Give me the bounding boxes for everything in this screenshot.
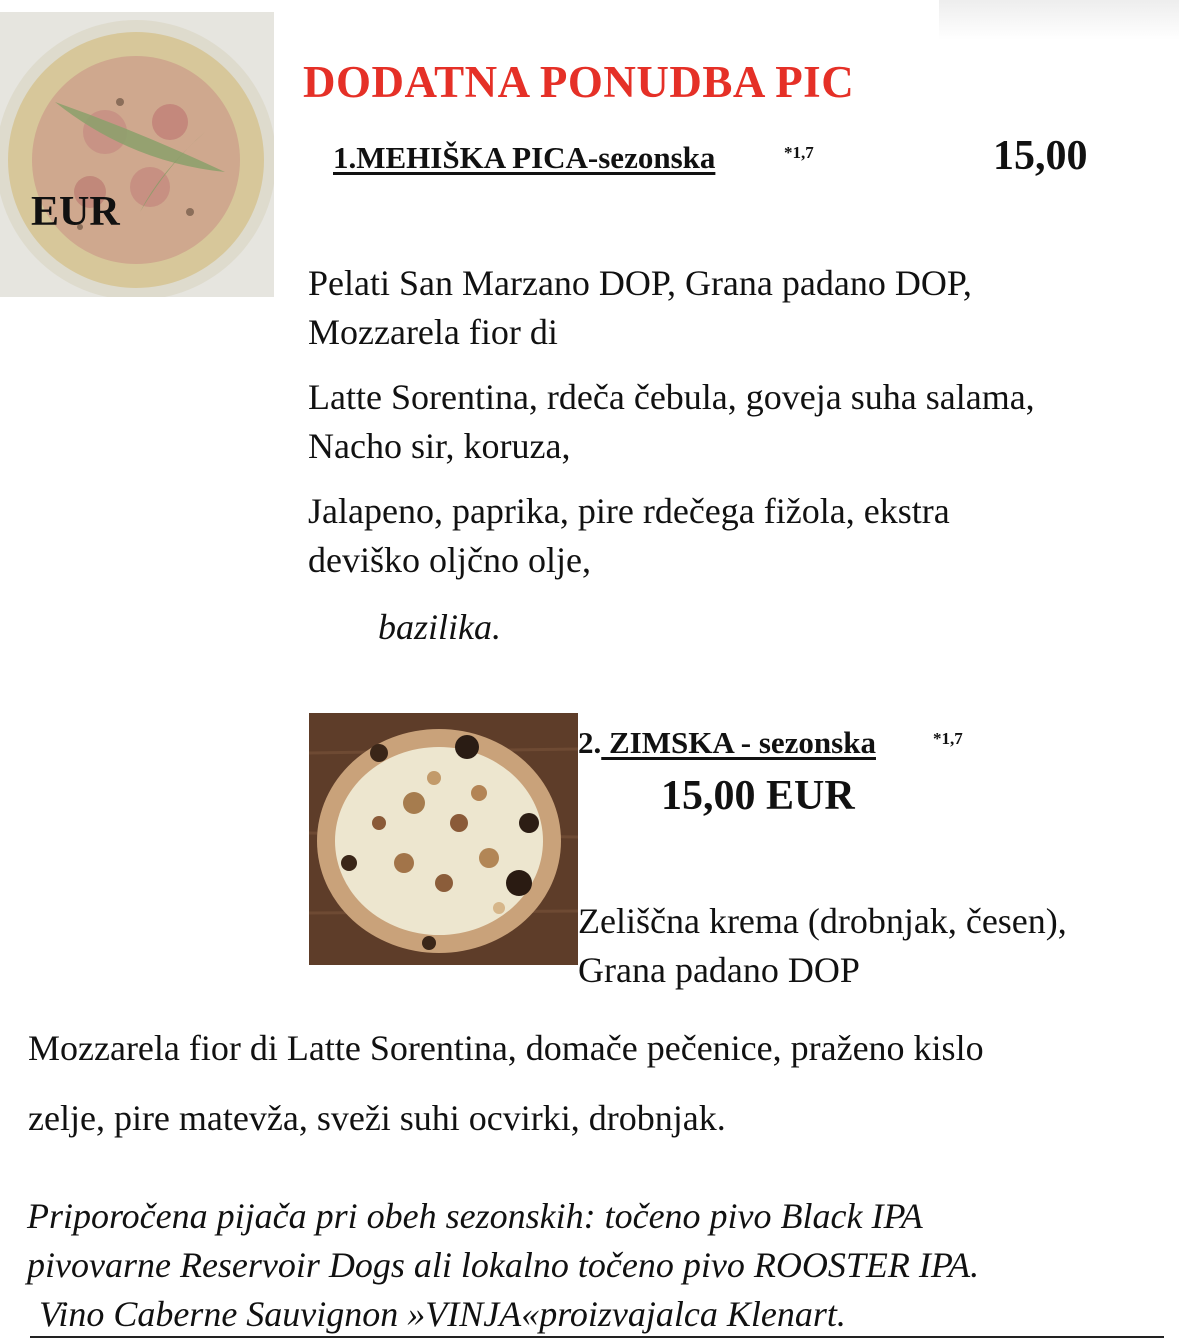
item-2-allergens: *1,7	[933, 729, 963, 748]
item-2-price: 15,00 EUR	[661, 773, 855, 819]
item-1-description-block-3: Jalapeno, paprika, pire rdečega fižola, ekstra deviško oljčno olje,	[308, 491, 950, 580]
drink-recommendation: Priporočena pijača pri obeh sezonskih: točeno pivo Black IPA pivovarne Reservoir Dogs ali lokalno točeno pivo ROOSTER IPA. Vino Caberne Sauvignon »VINJA«proizvajalca Klenart.	[27, 1196, 980, 1334]
item-2-description-block-1: Zeliščna krema (drobnjak, česen), Grana padano DOP	[578, 901, 1067, 990]
item-2-description-block-2: Mozzarela fior di Latte Sorentina, domače pečenice, praženo kislo zelje, pire matevža, sveži suhi ocvirki, drobnjak.	[28, 1028, 984, 1138]
item-1-currency: EUR	[31, 189, 120, 235]
pizza-photo-zimska	[309, 713, 578, 965]
item-2-name: 2. ZIMSKA - sezonska	[578, 725, 876, 760]
page-title: DODATNA PONUDBA PIC	[303, 57, 855, 107]
item-1-name: 1.MEHIŠKA PICA-sezonska	[333, 140, 716, 175]
item-1-description-block-1: Pelati San Marzano DOP, Grana padano DOP, Mozzarela fior di	[308, 263, 972, 352]
pizza-photo-mehiska	[0, 12, 274, 297]
item-1-allergens: *1,7	[784, 143, 814, 162]
item-1-description-block-2: Latte Sorentina, rdeča čebula, goveja suha salama, Nacho sir, koruza,	[308, 377, 1035, 466]
bottom-divider	[30, 1336, 1164, 1338]
item-1-price: 15,00	[993, 133, 1088, 179]
page-shadow	[939, 0, 1179, 40]
item-1-description-last: bazilika.	[378, 607, 501, 647]
